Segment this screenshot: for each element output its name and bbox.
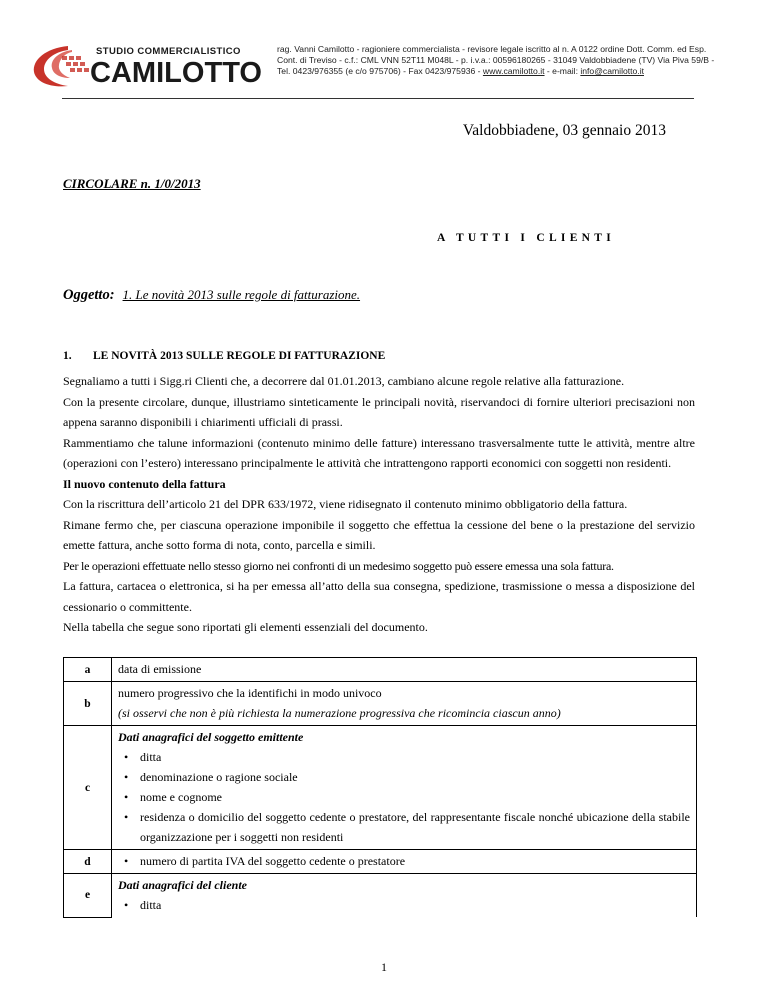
row-key: d [64,850,112,874]
bullet-icon: • [124,898,129,912]
list-item: • ditta [118,895,690,915]
bullet-icon: • [124,750,129,764]
section-title-text: LE NOVITÀ 2013 SULLE REGOLE DI FATTURAZIONE [93,350,386,362]
studio-logo [28,38,264,90]
subject-value: 1. Le novità 2013 sulle regole di fatturazione. [122,287,361,302]
bullet-icon: • [124,770,129,784]
section-title [63,350,385,362]
table-row [64,658,697,682]
bullet-icon: • [124,810,129,824]
row-cell [112,726,697,850]
row-key: c [64,726,112,850]
subject-line [63,287,360,304]
document-body [63,371,695,638]
row-cell [112,874,697,918]
website-link[interactable]: www.camilotto.it [482,66,545,76]
paragraph: Rimane fermo che, per ciascuna operazione imponibile il soggetto che effettua la cessione del bene o la prestazione del servizio emette fattura, anche sotto forma di nota, conto, parcella e simili. [63,517,695,552]
logo-top-text: STUDIO COMMERCIALISTICO [96,46,241,57]
paragraph: Rammentiamo che talune informazioni (contenuto minimo delle fatture) interessano trasversalmente tutte le attività, mentre altre (operazioni con l’estero) interessano principalmente le attività che intrattengono rapporti economici con soggetti non residenti. [63,435,695,470]
table-row [64,874,697,918]
subsection-heading: Il nuovo contenuto della fattura [63,476,226,491]
paragraph: Nella tabella che segue sono riportati gli elementi essenziali del documento. [63,620,428,634]
row-key: b [64,682,112,726]
header-divider [62,98,694,99]
row-note: (si osservi che non è più richiesta la numerazione progressiva che ricomincia ciascun anno) [118,706,561,720]
section-number: 1. [63,350,72,362]
list-item: • numero di partita IVA del soggetto cedente o prestatore [118,851,690,871]
row-cell [112,850,697,874]
contact-phones: Tel. 0423/976355 (e c/o 975706) - Fax 0423/975936 - [277,66,483,76]
letterhead-line-3 [277,66,717,77]
row-text: data di emissione [112,658,697,682]
row-text: numero progressivo che la identifichi in modo univoco [118,686,382,700]
paragraph: Per le operazioni effettuate nello stesso giorno nei confronti di un medesimo soggetto può essere emessa una sola fattura. [63,558,614,573]
row-cell [112,682,697,726]
table-row [64,682,697,726]
paragraph: Segnaliamo a tutti i Sigg.ri Clienti che, a decorrere dal 01.01.2013, cambiano alcune regole relative alla fatturazione. [63,374,625,388]
list-item: • ditta [118,747,690,767]
subject-label: Oggetto: [63,287,115,303]
bullet-icon: • [124,790,129,804]
email-link[interactable]: info@camilotto.it [580,66,644,76]
paragraph: La fattura, cartacea o elettronica, si ha per emessa all’atto della sua consegna, spedizione, trasmissione o messa a disposizione del cessionario o committente. [63,579,695,614]
paragraph: Con la presente circolare, dunque, illustriamo sinteticamente le principali novità, riservandoci di fornire ulteriori precisazioni non appena saranno disponibili i chiarimenti ufficiali di prassi. [63,394,695,429]
letterhead-line-1: rag. Vanni Camilotto - ragioniere commercialista - revisore legale iscritto al n. A 0122 ordine Dott. Comm. ed Esp. [277,44,707,54]
place-date: Valdobbiadene, 03 gennaio 2013 [462,122,666,139]
row-key: e [64,874,112,918]
list-item: • nome e cognome [118,787,690,807]
letterhead-line-2: Cont. di Treviso - c.f.: CML VNN 52T11 M048L - p. i.v.a.: 00596180265 - 31049 Valdobbiadene (TV) Via Piva 59/B - [277,55,715,65]
row-subheading: Dati anagrafici del soggetto emittente [118,730,304,744]
row-subheading: Dati anagrafici del cliente [118,878,247,892]
row-key: a [64,658,112,682]
circular-number: CIRCOLARE n. 1/0/2013 [63,176,201,191]
recipients: A TUTTI I CLIENTI [437,232,616,244]
list-item: • denominazione o ragione sociale [118,767,690,787]
page-number: 1 [381,960,387,974]
invoice-elements-table [63,657,697,918]
table-row [64,850,697,874]
logo-main-text: CAMILOTTO [90,57,262,89]
contact-sep: - e-mail: [544,66,581,76]
list-item: • residenza o domicilio del soggetto cedente o prestatore, del rappresentante fiscale nonché ubicazione della stabile organizzazione per i soggetti non residenti [118,807,690,847]
letterhead-info [277,44,717,77]
bullet-icon: • [124,854,129,868]
table-row [64,726,697,850]
paragraph: Con la riscrittura dell’articolo 21 del DPR 633/1972, viene ridisegnato il contenuto minimo obbligatorio della fattura. [63,497,628,511]
